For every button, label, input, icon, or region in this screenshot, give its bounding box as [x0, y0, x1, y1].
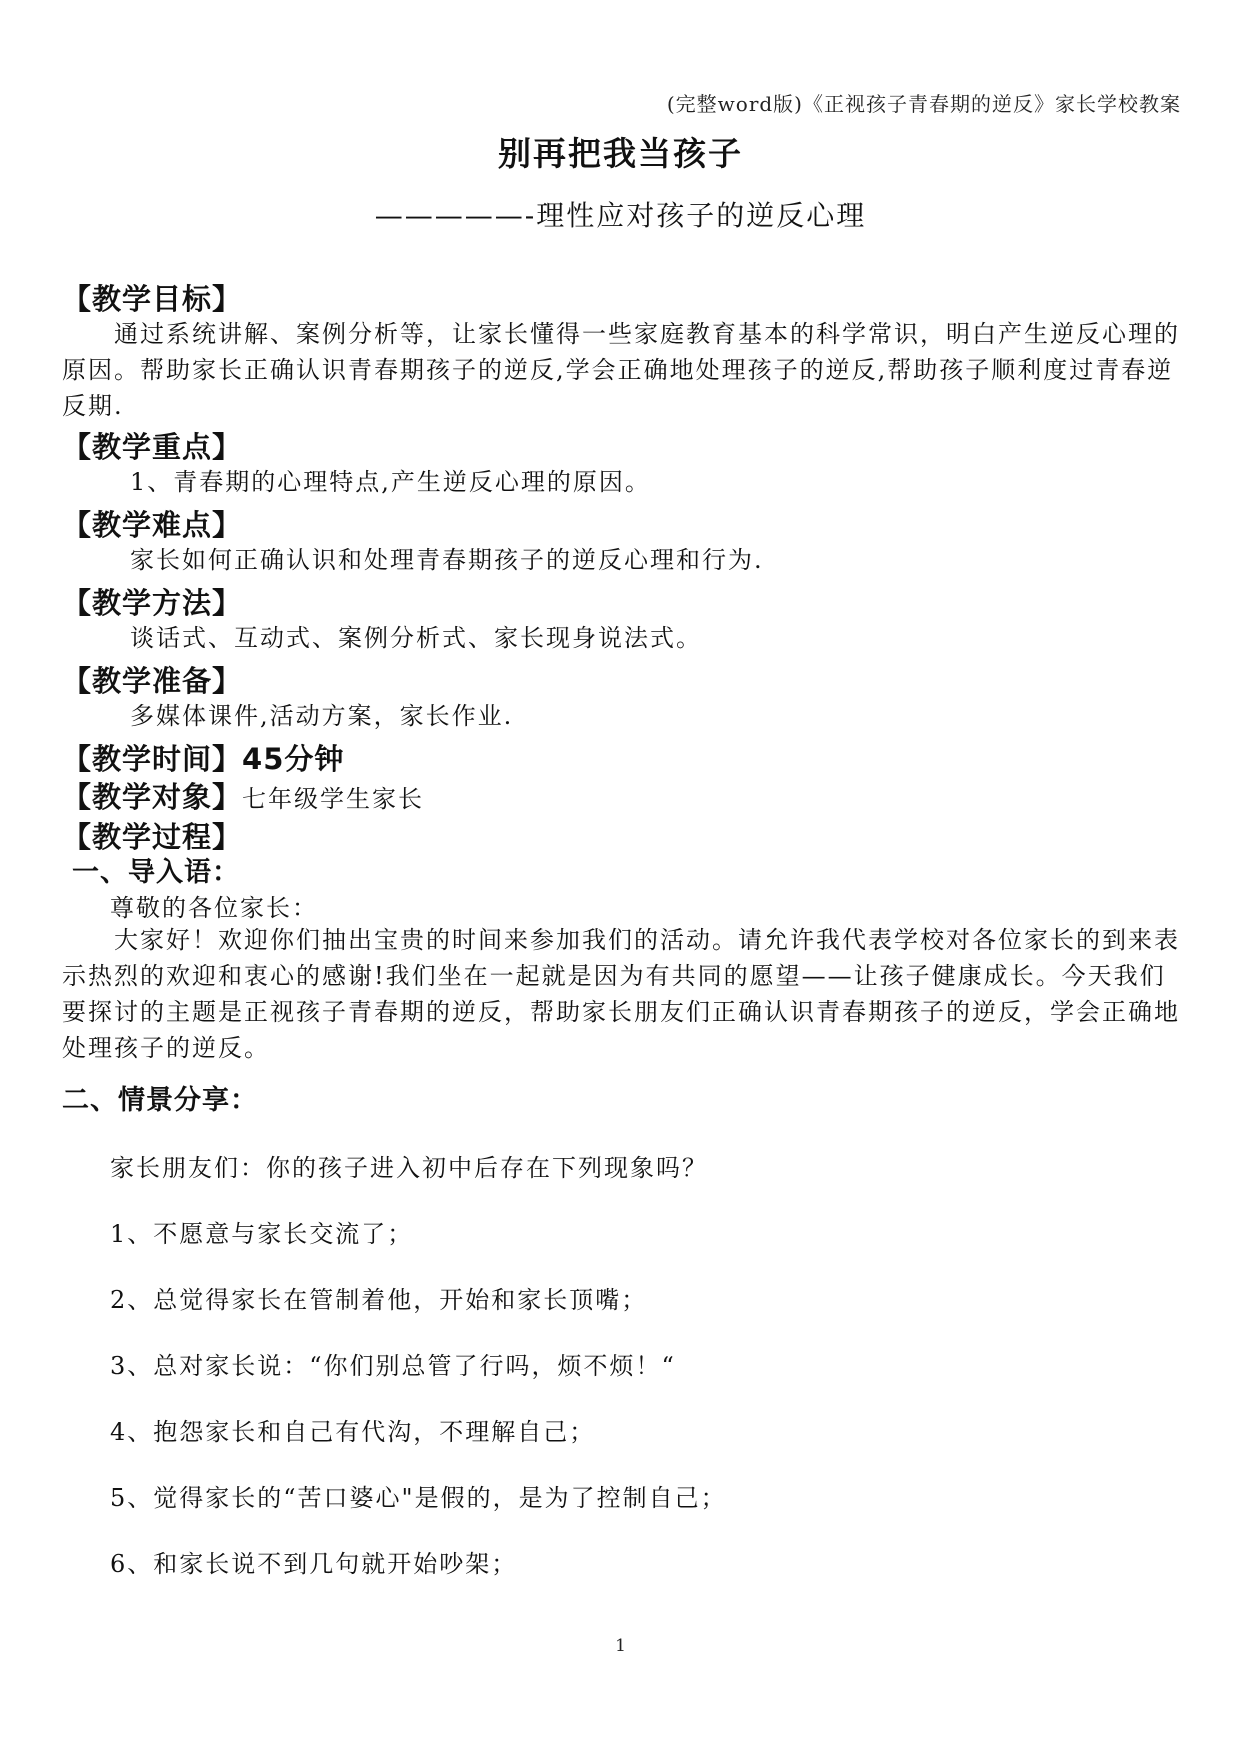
section-heading-preparation: 【教学准备】 [62, 664, 243, 698]
difficulties-text: 家长如何正确认识和处理青春期孩子的逆反心理和行为. [130, 546, 764, 574]
section-heading-process: 【教学过程】 [62, 820, 243, 854]
situations-list [62, 1150, 1182, 1582]
section-heading-difficulties: 【教学难点】 [62, 508, 243, 542]
key-points-text: 1、青春期的心理特点,产生逆反心理的原因。 [130, 468, 651, 496]
section-heading-methods: 【教学方法】 [62, 586, 243, 620]
section-heading-key-points: 【教学重点】 [62, 430, 243, 464]
intro-heading: 一、导入语： [72, 857, 240, 888]
section-heading-objectives: 【教学目标】 [62, 282, 243, 316]
running-header: (完整word版)《正视孩子青春期的逆反》家长学校教案 [666, 92, 1181, 116]
intro-greeting: 尊敬的各位家长： [110, 894, 318, 922]
situations-question: 家长朋友们：你的孩子进入初中后存在下列现象吗？ [110, 1154, 708, 1182]
intro-text: 大家好！欢迎你们抽出宝贵的时间来参加我们的活动。请允许我代表学校对各位家长的到来表示热烈的欢迎和衷心的感谢!我们坐在一起就是因为有共同的愿望——让孩子健康成长。今天我们要探讨的主题是正视孩子青春期的逆反，帮助家长朋友们正确认识青春期孩子的逆反，学会正确地处理孩子的逆反。 [62, 926, 1180, 1062]
page-number: 1 [615, 1636, 626, 1656]
situations-heading: 二、情景分享： [62, 1085, 258, 1116]
teaching-audience-value: 七年级学生家长 [242, 785, 425, 813]
document-body [62, 280, 1182, 1582]
objectives-text: 通过系统讲解、案例分析等，让家长懂得一些家庭教育基本的科学常识，明白产生逆反心理的原因。帮助家长正确认识青春期孩子的逆反,学会正确地处理孩子的逆反,帮助孩子顺利度过青春逆反期. [62, 320, 1180, 420]
document-title: 别再把我当孩子 [498, 134, 743, 173]
list-item: 5、觉得家长的“苦口婆心"是假的，是为了控制自己； [110, 1484, 727, 1512]
list-item: 1、不愿意与家长交流了； [110, 1220, 414, 1248]
teaching-time-value: 45分钟 [242, 742, 345, 776]
section-time-row [62, 740, 1182, 778]
list-item: 3、总对家长说：“你们别总管了行吗，烦不烦！“ [110, 1352, 676, 1380]
list-item: 6、和家长说不到几句就开始吵架； [110, 1550, 518, 1578]
list-item: 2、总觉得家长在管制着他，开始和家长顶嘴； [110, 1286, 648, 1314]
section-audience-row [62, 778, 1182, 818]
section-heading-audience: 【教学对象】 [62, 780, 243, 814]
methods-text: 谈话式、互动式、案例分析式、家长现身说法式。 [130, 624, 702, 652]
document-subtitle: —————-理性应对孩子的逆反心理 [374, 199, 867, 232]
preparation-text: 多媒体课件,活动方案，家长作业. [130, 702, 514, 730]
section-heading-time: 【教学时间】 [62, 742, 243, 776]
list-item: 4、抱怨家长和自己有代沟，不理解自己； [110, 1418, 596, 1446]
